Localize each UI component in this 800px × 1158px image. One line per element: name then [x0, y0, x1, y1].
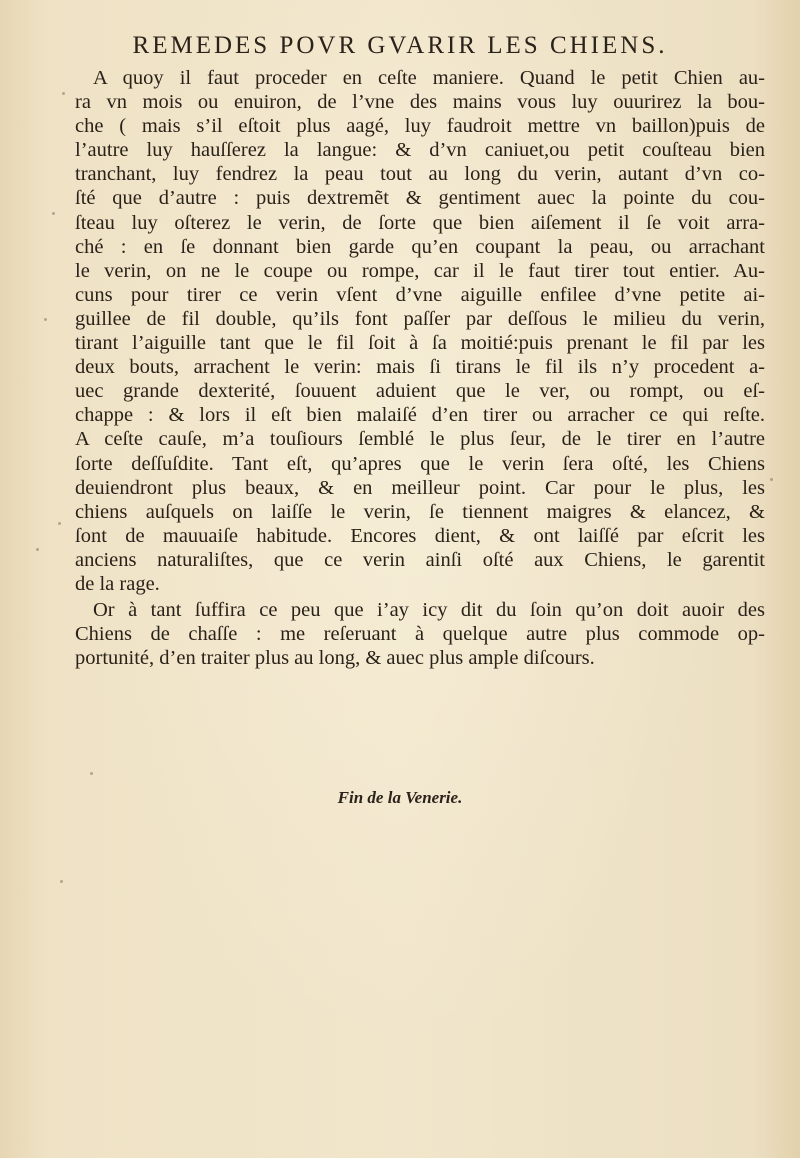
- paper-speck: [90, 772, 93, 775]
- colophon: Fin de la Venerie.: [337, 788, 463, 807]
- paper-speck: [770, 478, 773, 481]
- text-line: chappe : & lors il eſt bien malaiſé d’en tirer ou arracher ce qui reſte.: [75, 404, 765, 427]
- text-line: A quoy il faut proceder en ceſte maniere. Quand le petit Chien au-: [93, 67, 765, 89]
- text-line: l’autre luy hauſſerez la langue: & d’vn caniuet,ou petit couſteau bien: [75, 139, 765, 162]
- text-line: guillee de fil double, qu’ils font paſſer par deſſous le milieu du verin,: [75, 307, 765, 330]
- text-line: ra vn mois ou enuiron, de l’vne des mains vous luy ouurirez la bou-: [75, 91, 765, 114]
- text-line: che ( mais s’il eſtoit plus aagé, luy faudroit mettre vn baillon)puis de: [75, 115, 765, 138]
- paper-speck: [44, 318, 47, 321]
- text-line: tranchant, luy fendrez la peau tout au long du verin, autant d’vn co-: [75, 163, 765, 186]
- text-line: chiens auſquels on laiſſe le verin, ſe tiennent maigres & elancez, &: [75, 500, 765, 523]
- paper-speck: [60, 880, 63, 883]
- text-line: ſont de mauuaiſe habitude. Encores dient, & ont laiſſé par eſcrit les: [75, 524, 765, 547]
- text-line: deuiendront plus beaux, & en meilleur point. Car pour le plus, les: [75, 476, 765, 499]
- text-line: A ceſte cauſe, m’a touſiours ſemblé le plus ſeur, de le tirer en l’autre: [75, 428, 765, 451]
- running-head: REMEDES POVR GVARIR LES CHIENS.: [132, 32, 668, 59]
- text-line: Or à tant ſuffira ce peu que i’ay icy dit du ſoin qu’on doit auoir des: [93, 599, 765, 622]
- paragraph-2: [75, 598, 765, 670]
- paper-speck: [52, 212, 55, 215]
- text-line: Chiens de chaſſe : me reſeruant à quelque autre plus commode op-: [75, 623, 765, 646]
- paper-speck: [58, 522, 61, 525]
- text-line: deux bouts, arrachent le verin: mais ſi tirans le fil ils n’y procedent a-: [75, 356, 765, 379]
- text-line: de la rage.: [75, 572, 160, 595]
- text-line: uec grande dexterité, ſouuent aduient que le ver, ou rompt, ou eſ-: [75, 380, 765, 403]
- text-line: ſteau luy oſterez le verin, de ſorte que bien aiſement il ſe voit arra-: [75, 211, 765, 234]
- text-line: tirant l’aiguille tant que le fil ſoit à ſa moitié:puis prenant le fil par les: [75, 332, 765, 355]
- text-line: anciens naturaliſtes, que ce verin ainſi oſté aux Chiens, le garentit: [75, 548, 765, 571]
- text-line: le verin, on ne le coupe ou rompe, car il le faut tirer tout entier. Au-: [75, 259, 765, 282]
- text-line: cuns pour tirer ce verin vſent d’vne aiguille enfilee d’vne petite ai-: [75, 283, 765, 306]
- text-line: ſté que d’autre : puis dextremẽt & gentiment auec la pointe du cou-: [75, 187, 765, 210]
- text-line: ſorte deſſuſdite. Tant eſt, qu’apres que le verin ſera oſté, les Chiens: [75, 452, 765, 475]
- bleed-through-shadow: [120, 640, 720, 1060]
- paper-speck: [62, 92, 65, 95]
- paper-speck: [36, 548, 39, 551]
- text-line: ché : en ſe donnant bien garde qu’en coupant la peau, ou arrachant: [75, 235, 765, 258]
- paragraph-1: [75, 66, 765, 596]
- body-text: [75, 66, 765, 670]
- text-line: portunité, d’en traiter plus au long, & auec plus ample diſcours.: [75, 647, 595, 670]
